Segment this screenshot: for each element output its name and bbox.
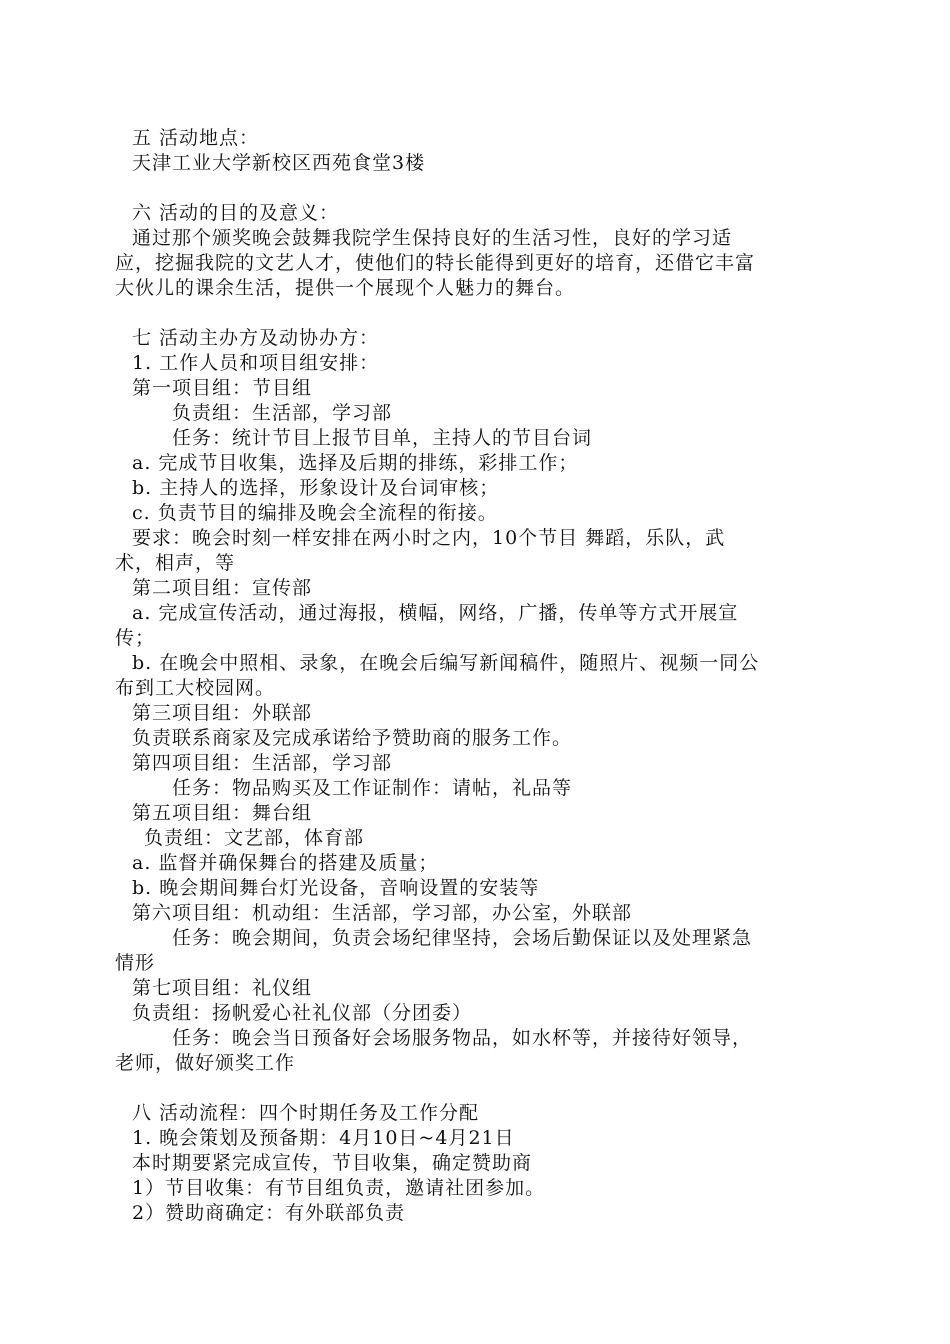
section-7-heading: 七 活动主办方及动协办方：	[132, 327, 380, 349]
purpose-line-3: 大伙儿的课余生活，提供一个展现个人魅力的舞台。	[115, 277, 576, 299]
group-6-title: 第六项目组：机动组：生活部，学习部，办公室，外联部	[132, 902, 633, 924]
group-2-title: 第二项目组：宣传部	[132, 577, 313, 599]
group-7-task: 任务：晚会当日预备好会场服务物品，如水杯等，并接待好领导，	[172, 1027, 753, 1049]
section-5-heading: 五 活动地点：	[132, 127, 260, 149]
phase-1-summary: 本时期要紧完成宣传，节目收集，确定赞助商	[132, 1152, 533, 1174]
group-7-responsible: 负责组：扬帆爱心社礼仪部（分团委）	[132, 1002, 473, 1024]
group-2-item-a-cont: 传；	[115, 627, 156, 649]
group-1-item-b: b. 主持人的选择，形象设计及台词审核；	[132, 477, 500, 499]
group-5-title: 第五项目组：舞台组	[132, 802, 313, 824]
group-4-title: 第四项目组：生活部，学习部	[132, 752, 393, 774]
group-2-item-b: b. 在晚会中照相、录象，在晚会后编写新闻稿件，随照片、视频一同公	[132, 652, 760, 674]
venue-text: 天津工业大学新校区西苑食堂3楼	[132, 152, 426, 174]
group-6-task-cont: 情形	[115, 952, 156, 974]
group-2-item-a: a. 完成宣传活动，通过海报，横幅，网络，广播，传单等方式开展宣	[132, 602, 739, 624]
staff-arrangement: 1. 工作人员和项目组安排：	[132, 352, 380, 374]
group-3-title: 第三项目组：外联部	[132, 702, 313, 724]
group-3-text: 负责联系商家及完成承诺给予赞助商的服务工作。	[132, 727, 573, 749]
group-1-task: 任务：统计节目上报节目单，主持人的节目台词	[172, 427, 593, 449]
group-1-requirement-cont: 术，相声，等	[115, 552, 236, 574]
group-7-title: 第七项目组：礼仪组	[132, 977, 313, 999]
group-2-item-b-cont: 布到工大校园网。	[115, 677, 276, 699]
purpose-line-2: 应，挖掘我院的文艺人才，使他们的特长能得到更好的培育，还借它丰富	[115, 252, 756, 274]
group-6-task: 任务：晚会期间，负责会场纪律坚持，会场后勤保证以及处理紧急	[172, 927, 753, 949]
phase-1-item-2: 2）赞助商确定：有外联部负责	[132, 1202, 406, 1224]
group-4-task: 任务：物品购买及工作证制作：请帖，礼品等	[172, 777, 573, 799]
phase-1-item-1: 1）节目收集：有节目组负责，邀请社团参加。	[132, 1177, 546, 1199]
group-1-item-c: c. 负责节目的编排及晚会全流程的衔接。	[132, 502, 498, 524]
group-5-item-b: b. 晚会期间舞台灯光设备，音响设置的安装等	[132, 877, 540, 899]
group-7-task-cont: 老师，做好颁奖工作	[115, 1052, 296, 1074]
phase-1-title: 1. 晚会策划及预备期：4月10日~4月21日	[132, 1127, 515, 1149]
purpose-line-1: 通过那个颁奖晚会鼓舞我院学生保持良好的生活习性，良好的学习适	[132, 227, 733, 249]
section-6-heading: 六 活动的目的及意义：	[132, 202, 340, 224]
group-1-title: 第一项目组：节目组	[132, 377, 313, 399]
group-5-responsible: 负责组：文艺部，体育部	[144, 827, 365, 849]
group-1-responsible: 负责组：生活部，学习部	[172, 402, 393, 424]
group-5-item-a: a. 监督并确保舞台的搭建及质量；	[132, 852, 439, 874]
section-8-heading: 八 活动流程：四个时期任务及工作分配	[132, 1102, 480, 1124]
group-1-requirement: 要求：晚会时刻一样安排在两小时之内，10个节目 舞蹈，乐队，武	[132, 527, 726, 549]
group-1-item-a: a. 完成节目收集，选择及后期的排练，彩排工作；	[132, 452, 579, 474]
